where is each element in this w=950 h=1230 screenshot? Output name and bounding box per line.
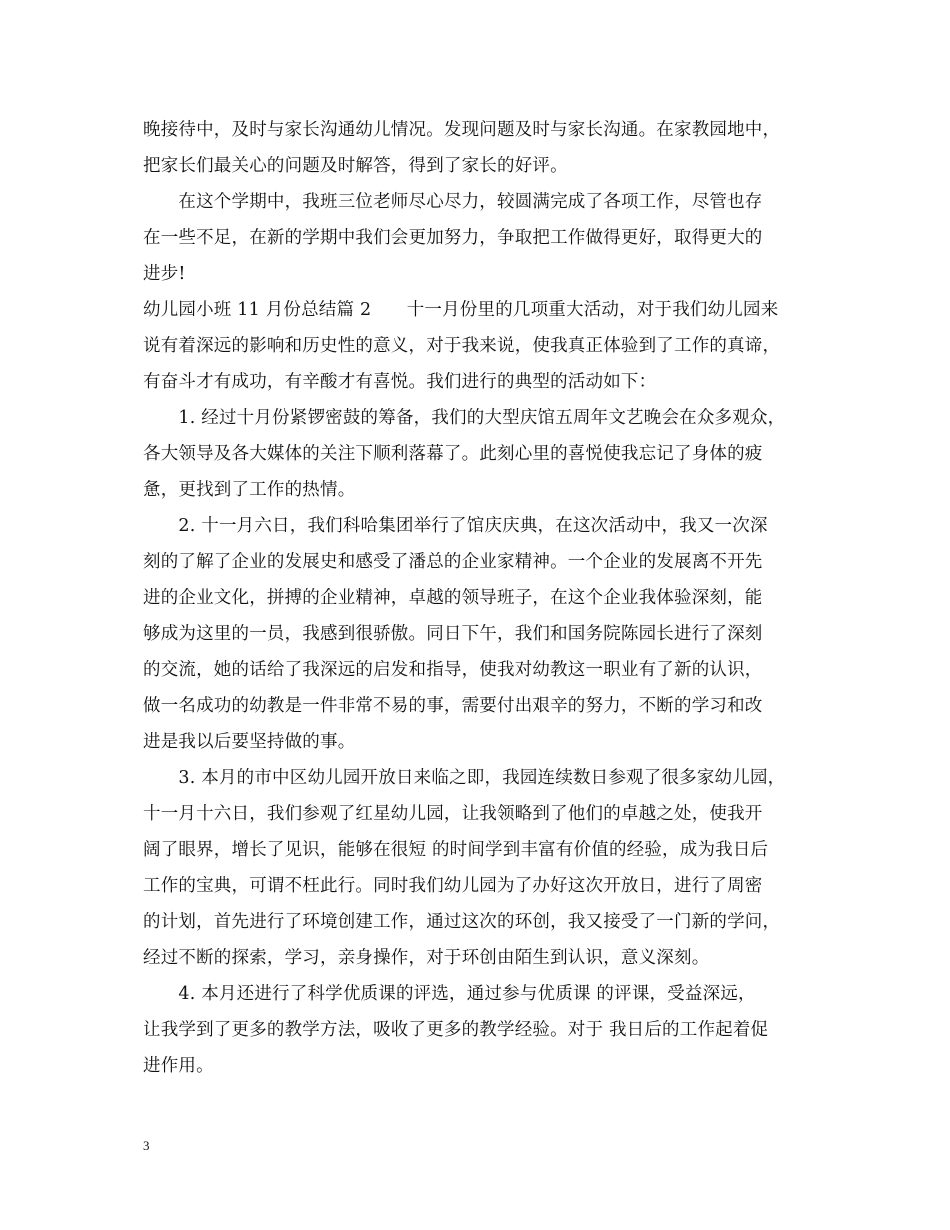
text-line: 进是我以后要坚持做的事。	[143, 732, 356, 752]
text-line: 惫，更找到了工作的热情。	[143, 480, 356, 500]
text-line: 经过不断的探索，学习，亲身操作，对于环创由陌生到认识，意义深刻。	[143, 948, 710, 968]
text-line: 十一月十六日，我们参观了红星幼儿园，让我领略到了他们的卓越之处，使我开	[143, 804, 763, 824]
text-line: 进的企业文化，拼搏的企业精神，卓越的领导班子，在这个企业我体验深刻，能	[143, 588, 763, 608]
page-number: 3	[143, 1138, 150, 1153]
text-line: 阔了眼界，增长了见识，能够在很短 的时间学到丰富有价值的经验，成为我日后	[143, 840, 769, 860]
text-line: 晚接待中，及时与家长沟通幼儿情况。发现问题及时与家长沟通。在家教园地中，	[143, 120, 781, 140]
text-line: 在一些不足，在新的学期中我们会更加努力，争取把工作做得更好，取得更大的	[143, 228, 763, 248]
text-line: 的计划，首先进行了环境创建工作，通过这次的环创，我又接受了一门新的学问，	[143, 912, 781, 932]
list-item-line: 1. 经过十月份紧锣密鼓的筹备，我们的大型庆馆五周年文艺晚会在众多观众，	[143, 408, 786, 428]
text-line: 有奋斗才有成功，有辛酸才有喜悦。我们进行的典型的活动如下：	[143, 372, 657, 392]
text-line: 够成为这里的一员，我感到很骄傲。同日下午，我们和国务院陈园长进行了深刻	[143, 624, 763, 644]
text-line: 做一名成功的幼教是一件非常不易的事，需要付出艰辛的努力，不断的学习和改	[143, 696, 763, 716]
text-line: 让我学到了更多的教学方法，吸收了更多的教学经验。对于 我日后的工作起着促	[143, 1020, 769, 1040]
list-item-line: 3. 本月的市中区幼儿园开放日来临之即，我园连续数日参观了很多家幼儿园，	[143, 768, 786, 788]
text-line: 刻的了解了企业的发展史和感受了潘总的企业家精神。一个企业的发展离不开先	[143, 552, 763, 572]
text-line: 工作的宝典，可谓不枉此行。同时我们幼儿园为了办好这次开放日，进行了周密	[143, 876, 763, 896]
text-line: 的交流，她的话给了我深远的启发和指导，使我对幼教这一职业有了新的认识，	[143, 660, 763, 680]
text-line: 各大领导及各大媒体的关注下顺利落幕了。此刻心里的喜悦使我忘记了身体的疲	[143, 444, 763, 464]
text-line: 在这个学期中，我班三位老师尽心尽力，较圆满完成了各项工作，尽管也存	[143, 192, 763, 212]
list-item-line: 4. 本月还进行了科学优质课的评选，通过参与优质课 的评课，受益深远，	[143, 984, 756, 1004]
text-line: 把家长们最关心的问题及时解答，得到了家长的好评。	[143, 156, 568, 176]
list-item-line: 2. 十一月六日，我们科哈集团举行了馆庆庆典，在这次活动中，我又一次深	[143, 516, 768, 536]
text-line: 说有着深远的影响和历史性的意义，对于我来说，使我真正体验到了工作的真谛，	[143, 336, 781, 356]
text-line: 进作用。	[143, 1056, 214, 1076]
section-heading-line: 幼儿园小班 11 月份总结篇 2 十一月份里的几项重大活动，对于我们幼儿园来	[143, 300, 779, 320]
text-line: 进步!	[143, 264, 186, 284]
